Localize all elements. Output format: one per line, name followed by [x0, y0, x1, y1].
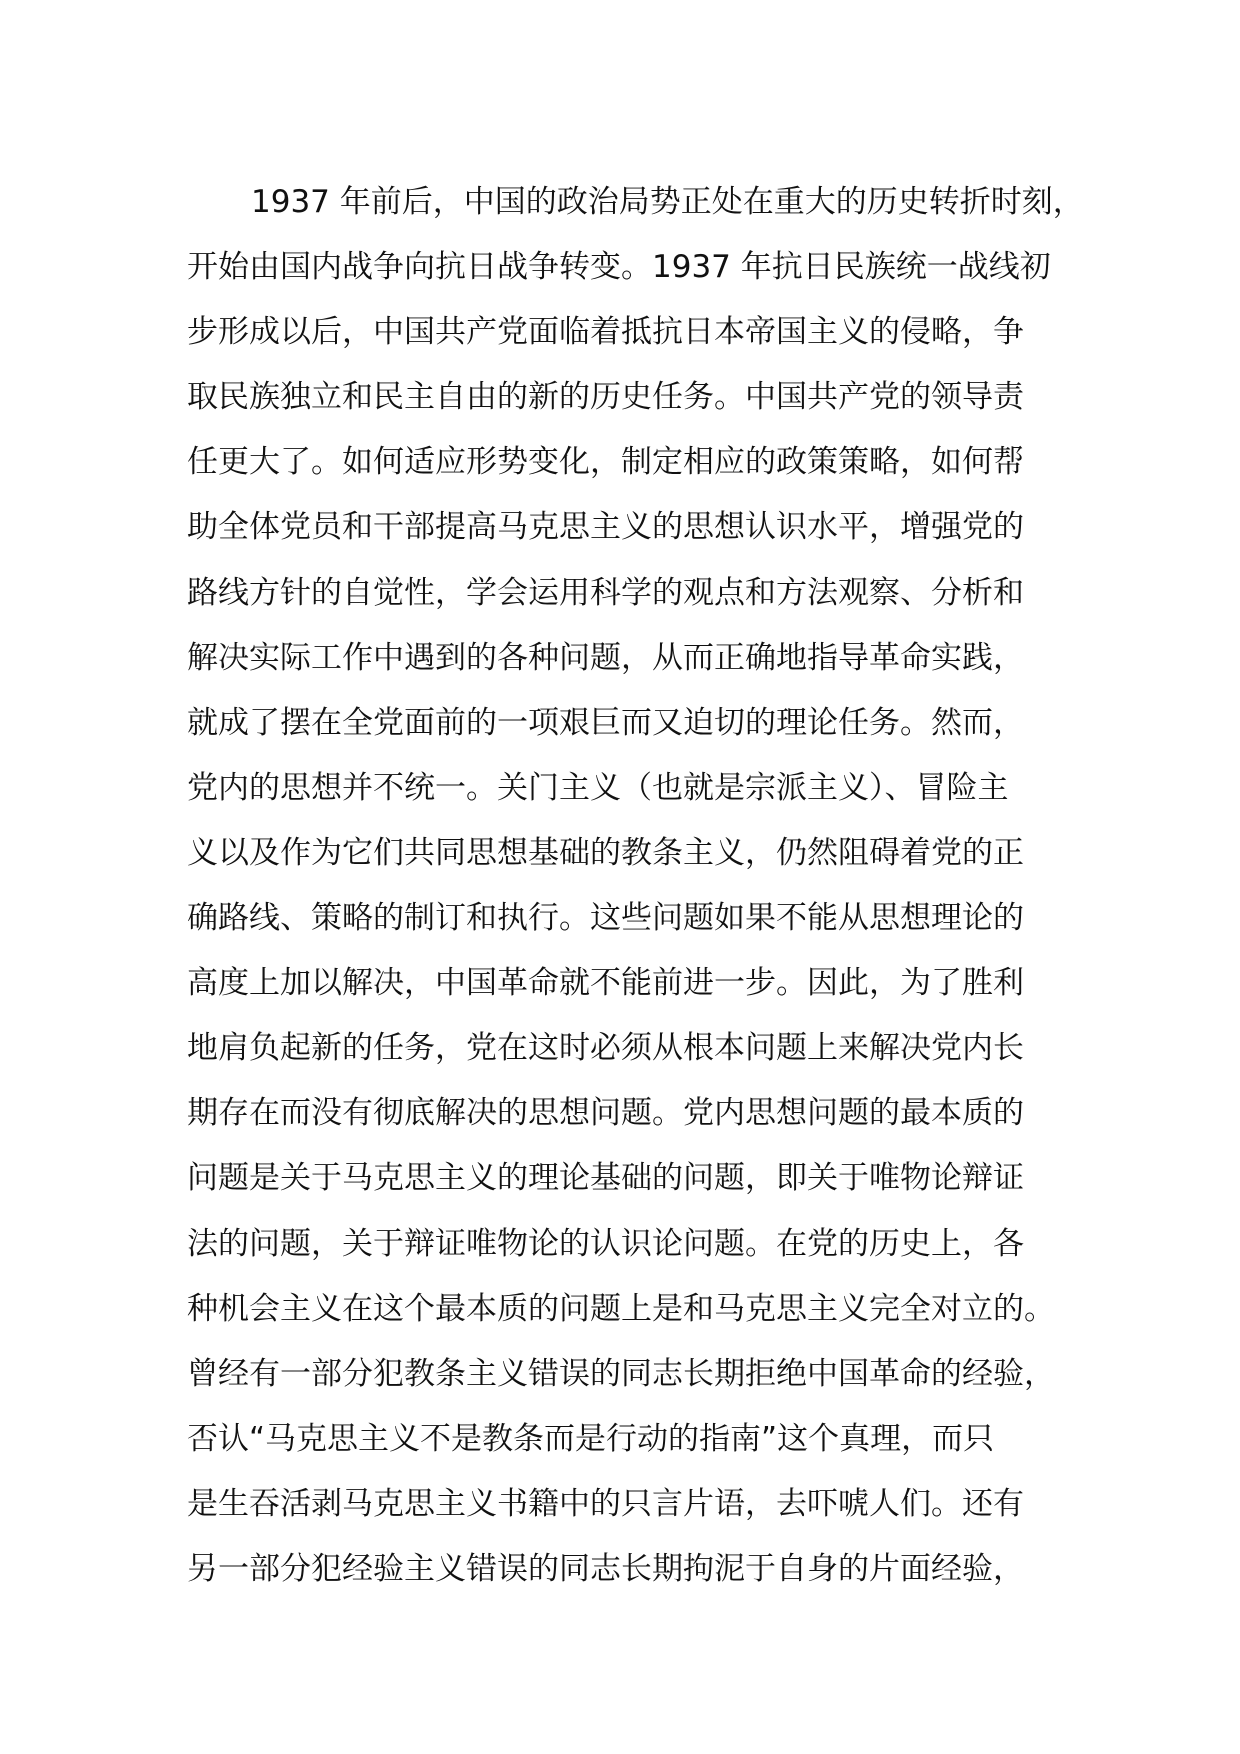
text-line: 问题是关于马克思主义的理论基础的问题，即关于唯物论辩证 [187, 1160, 1024, 1197]
text-line: 路线方针的自觉性，学会运用科学的观点和方法观察、分析和 [187, 574, 1024, 611]
text-line: 义以及作为它们共同思想基础的教条主义，仍然阻碍着党的正 [187, 834, 1024, 871]
text-line: 开始由国内战争向抗日战争转变。1937 年抗日民族统一战线初 [187, 249, 1051, 286]
text-line: 任更大了。如何适应形势变化，制定相应的政策策略，如何帮 [187, 444, 1024, 481]
text-line: 地肩负起新的任务，党在这时必须从根本问题上来解决党内长 [187, 1030, 1024, 1067]
text-line: 步形成以后，中国共产党面临着抵抗日本帝国主义的侵略，争 [187, 314, 1024, 351]
text-line: 确路线、策略的制订和执行。这些问题如果不能从思想理论的 [187, 900, 1024, 937]
text-line: 高度上加以解决，中国革命就不能前进一步。因此，为了胜利 [187, 965, 1024, 1002]
text-line: 是生吞活剥马克思主义书籍中的只言片语，去吓唬人们。还有 [187, 1485, 1024, 1522]
text-line: 法的问题，关于辩证唯物论的认识论问题。在党的历史上，各 [187, 1225, 1024, 1262]
text-line: 就成了摆在全党面前的一项艰巨而又迫切的理论任务。然而， [187, 704, 1024, 741]
text-line: 助全体党员和干部提高马克思主义的思想认识水平，增强党的 [187, 509, 1024, 546]
text-line: 1937 年前后，中国的政治局势正处在重大的历史转折时刻， [251, 184, 1084, 220]
text-line: 取民族独立和民主自由的新的历史任务。中国共产党的领导责 [187, 379, 1024, 416]
body-paragraph [187, 170, 1087, 1602]
text-line: 党内的思想并不统一。关门主义（也就是宗派主义）、冒险主 [187, 769, 1009, 806]
text-line: 期存在而没有彻底解决的思想问题。党内思想问题的最本质的 [187, 1095, 1024, 1132]
text-line: 种机会主义在这个最本质的问题上是和马克思主义完全对立的。 [187, 1290, 1055, 1327]
text-line: 另一部分犯经验主义错误的同志长期拘泥于自身的片面经验， [187, 1550, 1024, 1587]
text-line: 否认“马克思主义不是教条而是行动的指南”这个真理，而只 [187, 1420, 995, 1457]
text-line: 曾经有一部分犯教条主义错误的同志长期拒绝中国革命的经验， [187, 1355, 1055, 1392]
text-line: 解决实际工作中遇到的各种问题，从而正确地指导革命实践， [187, 639, 1024, 676]
